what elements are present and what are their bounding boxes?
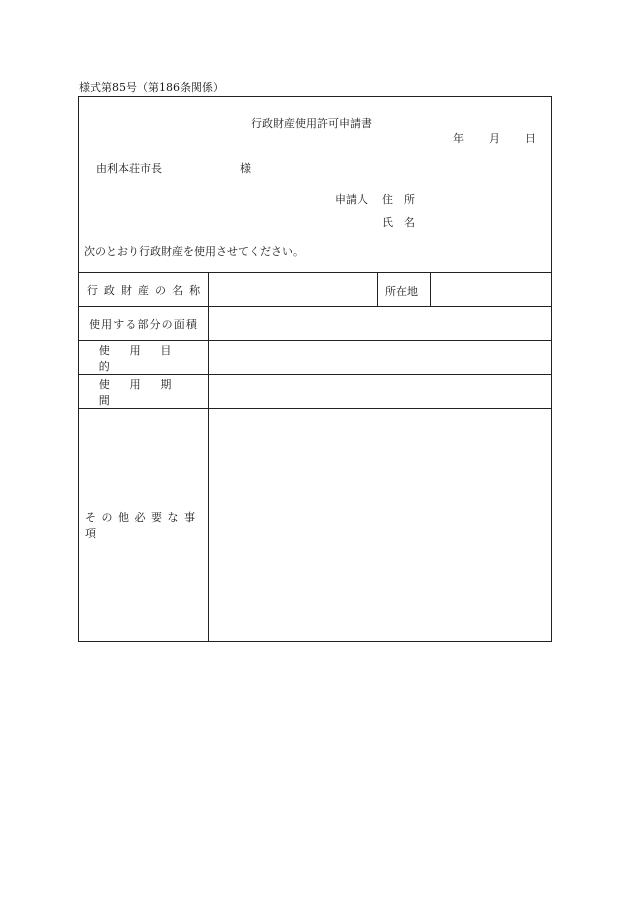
label-column-divider: [208, 272, 209, 641]
date-year-label: 年: [453, 132, 464, 145]
location-field[interactable]: [432, 273, 552, 306]
applicant-label: 申請人: [335, 193, 368, 206]
form-title: 行政財産使用許可申請書: [251, 117, 372, 130]
period-label: 使用期間: [98, 377, 192, 407]
area-label: 使用する部分の面積: [89, 317, 198, 331]
form-number: 様式第85号（第186条関係）: [79, 81, 224, 94]
purpose-field[interactable]: [210, 341, 552, 374]
other-label: その他必要な事項: [85, 511, 201, 540]
property-name-field[interactable]: [210, 273, 376, 306]
addressee: 由利本荘市長: [96, 162, 162, 175]
property-name-label: 行政財産の名称: [86, 283, 207, 297]
location-divider-right: [430, 272, 431, 306]
purpose-label: 使用目的: [98, 343, 192, 373]
date-day-label: 日: [525, 132, 536, 145]
request-statement: 次のとおり行政財産を使用させてください。: [84, 245, 304, 258]
date-month-label: 月: [489, 132, 500, 145]
location-label: 所在地: [385, 285, 418, 298]
location-divider-left: [377, 272, 378, 306]
area-field[interactable]: [210, 307, 552, 340]
addressee-honorific: 様: [240, 162, 251, 175]
period-field[interactable]: [210, 375, 552, 408]
application-form: [78, 96, 552, 642]
address-label: 住 所: [382, 193, 415, 206]
name-label: 氏 名: [382, 216, 415, 229]
other-field[interactable]: [210, 409, 552, 641]
